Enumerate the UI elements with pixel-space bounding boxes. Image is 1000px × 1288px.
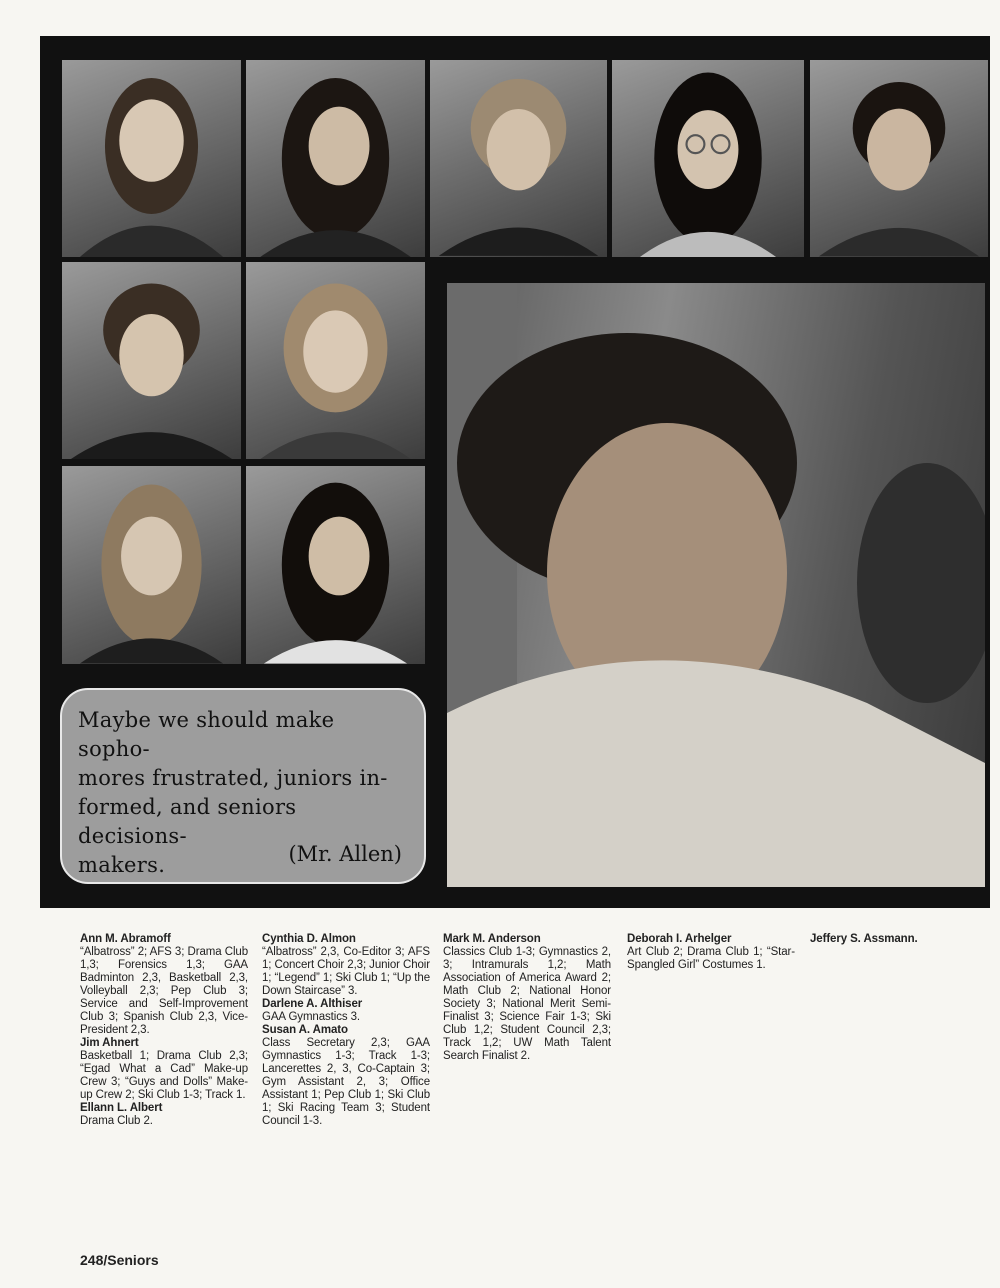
- senior-name: Darlene A. Althiser: [262, 998, 363, 1010]
- senior-name: Susan A. Amato: [262, 1024, 348, 1036]
- senior-name: Jim Ahnert: [80, 1037, 139, 1049]
- senior-name: Jeffery S. Assmann.: [810, 933, 918, 945]
- portrait-photo: [246, 60, 425, 257]
- portrait-photo: [810, 60, 988, 257]
- portrait-icon: [246, 262, 425, 459]
- senior-name: Ellann L. Albert: [80, 1102, 163, 1114]
- senior-activities: GAA Gymnastics 3.: [262, 1011, 360, 1023]
- senior-activities: “Albatross” 2; AFS 3; Drama Club 1,3; Forensics 1,3; GAA Badminton 2,3, Basketball 2,3, Volleyball 2,3; Pep Club 3; Service and Self-Improvement Club 3; Spanish Club 2,3, Vice-President 2,3.: [80, 946, 248, 1036]
- senior-column: [810, 933, 978, 946]
- portrait-icon: [246, 60, 425, 257]
- senior-activities: Classics Club 1-3; Gymnastics 2, 3; Intramurals 1,2; Math Association of America Award 2; Math Club 2; National Honor Society 3; National Merit Semi-Finalist 3; Science Fair 1-3; Ski Club 1,2; Student Council 2,3; Track 1,2; UW Math Talent Search Finalist 2.: [443, 946, 611, 1062]
- senior-column: [80, 933, 248, 1128]
- quote-line: Maybe we should make sopho-: [78, 708, 335, 761]
- quote-line: makers.: [78, 853, 166, 877]
- senior-name: Ann M. Abramoff: [80, 933, 171, 945]
- portrait-icon: [62, 60, 241, 257]
- portrait-photo: [246, 466, 425, 664]
- senior-activities: “Albatross” 2,3, Co-Editor 3; AFS 1; Concert Choir 2,3; Junior Choir 1; “Legend” 1; Ski Club 1; “Up the Down Staircase” 3.: [262, 946, 430, 997]
- portrait-icon: [430, 60, 607, 257]
- portrait-photo: [62, 60, 241, 257]
- senior-name: Cynthia D. Almon: [262, 933, 356, 945]
- portrait-icon: [62, 262, 241, 459]
- quote-box: [60, 688, 426, 884]
- quote-author: (Mr. Allen): [288, 842, 402, 866]
- senior-column: [627, 933, 795, 972]
- portrait-icon: [62, 466, 241, 664]
- senior-column: [262, 933, 430, 1128]
- senior-name: Mark M. Anderson: [443, 933, 541, 945]
- candid-photo: [447, 283, 985, 887]
- portrait-photo: [62, 466, 241, 664]
- portrait-photo: [246, 262, 425, 459]
- portrait-photo: [430, 60, 607, 257]
- portrait-photo: [62, 262, 241, 459]
- quote-line: mores frustrated, juniors in-: [78, 766, 388, 790]
- senior-name: Deborah I. Arhelger: [627, 933, 732, 945]
- portrait-photo: [612, 60, 804, 257]
- quote-line: formed, and seniors decisions-: [78, 795, 297, 848]
- page-footer: 248/Seniors: [80, 1252, 159, 1268]
- candid-photo-icon: [447, 283, 985, 887]
- portrait-icon: [612, 60, 804, 257]
- senior-activities: Basketball 1; Drama Club 2,3; “Egad What a Cad” Make-up Crew 3; “Guys and Dolls” Make-up Crew 2; Ski Club 1-3; Track 1.: [80, 1050, 248, 1101]
- portrait-icon: [246, 466, 425, 664]
- senior-activities: Art Club 2; Drama Club 1; “Star-Spangled Girl” Costumes 1.: [627, 946, 795, 971]
- senior-activities: Class Secretary 2,3; GAA Gymnastics 1-3; Track 1-3; Lancerettes 2, 3, Co-Captain 3; Gym Assistant 2, 3; Office Assistant 1; Pep Club 1; Ski Club 1; Ski Racing Team 3; Student Council 1-3.: [262, 1037, 430, 1127]
- senior-activities: Drama Club 2.: [80, 1115, 153, 1127]
- portrait-icon: [810, 60, 988, 257]
- senior-column: [443, 933, 611, 1063]
